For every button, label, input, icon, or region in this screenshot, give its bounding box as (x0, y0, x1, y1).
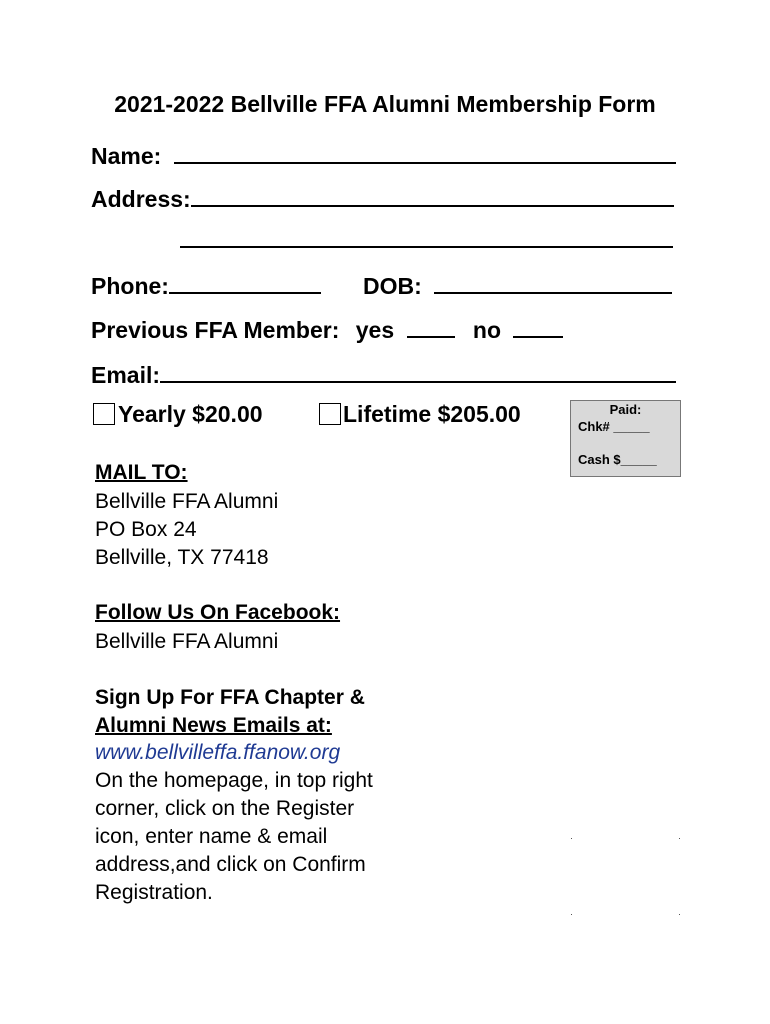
facebook-line1: Bellville FFA Alumni (95, 630, 279, 653)
dob-field[interactable] (434, 270, 672, 294)
address-field-line1[interactable] (191, 183, 674, 207)
mail-line2: PO Box 24 (95, 518, 197, 541)
stray-mark (679, 838, 680, 839)
yes-label: yes (355, 317, 395, 343)
signup-line3: icon, enter name & email (95, 825, 328, 848)
no-label: no (472, 317, 502, 343)
stray-mark (571, 838, 572, 839)
signup-line2: corner, click on the Register (95, 797, 355, 820)
dob-label: DOB: (363, 273, 422, 299)
stray-mark (571, 914, 572, 915)
mail-to-heading: MAIL TO: (95, 461, 188, 484)
mail-line3: Bellville, TX 77418 (95, 546, 269, 569)
paid-title: Paid: (609, 402, 642, 417)
prev-member-row (91, 314, 563, 344)
signup-heading-line2: Alumni News Emails at: (95, 714, 332, 737)
address-row (91, 183, 674, 213)
prev-member-label: Previous FFA Member: (91, 317, 340, 343)
dob-row (363, 270, 672, 300)
name-label: Name: (91, 143, 162, 169)
signup-line4: address,and click on Confirm (95, 853, 366, 876)
phone-row (91, 270, 321, 300)
form-title: 2021-2022 Bellville FFA Alumni Membership Form (114, 91, 656, 117)
signup-url-link[interactable]: www.bellvilleffa.ffanow.org (95, 741, 341, 764)
email-label: Email: (91, 362, 161, 388)
signup-line1: On the homepage, in top right (95, 769, 373, 792)
signup-line5: Registration. (95, 881, 213, 904)
yearly-checkbox[interactable] (93, 403, 115, 425)
name-row (91, 140, 676, 170)
office-use-paid-box (570, 400, 681, 477)
email-row (91, 359, 676, 389)
email-field[interactable] (160, 359, 676, 383)
address-field-line2[interactable] (180, 246, 673, 248)
lifetime-option-label: Lifetime $205.00 (343, 401, 521, 427)
no-field[interactable] (513, 314, 563, 338)
paid-check: Chk# _____ (578, 419, 650, 434)
facebook-heading: Follow Us On Facebook: (95, 601, 341, 624)
phone-field[interactable] (169, 270, 321, 294)
paid-cash: Cash $_____ (578, 452, 657, 467)
mail-line1: Bellville FFA Alumni (95, 490, 279, 513)
phone-label: Phone: (91, 273, 169, 299)
address-label: Address: (91, 186, 191, 212)
signup-heading-line1: Sign Up For FFA Chapter & (95, 686, 365, 709)
lifetime-checkbox[interactable] (319, 403, 341, 425)
name-field[interactable] (174, 140, 676, 164)
yearly-option-label: Yearly $20.00 (118, 401, 263, 427)
stray-mark (679, 914, 680, 915)
yes-field[interactable] (407, 314, 455, 338)
